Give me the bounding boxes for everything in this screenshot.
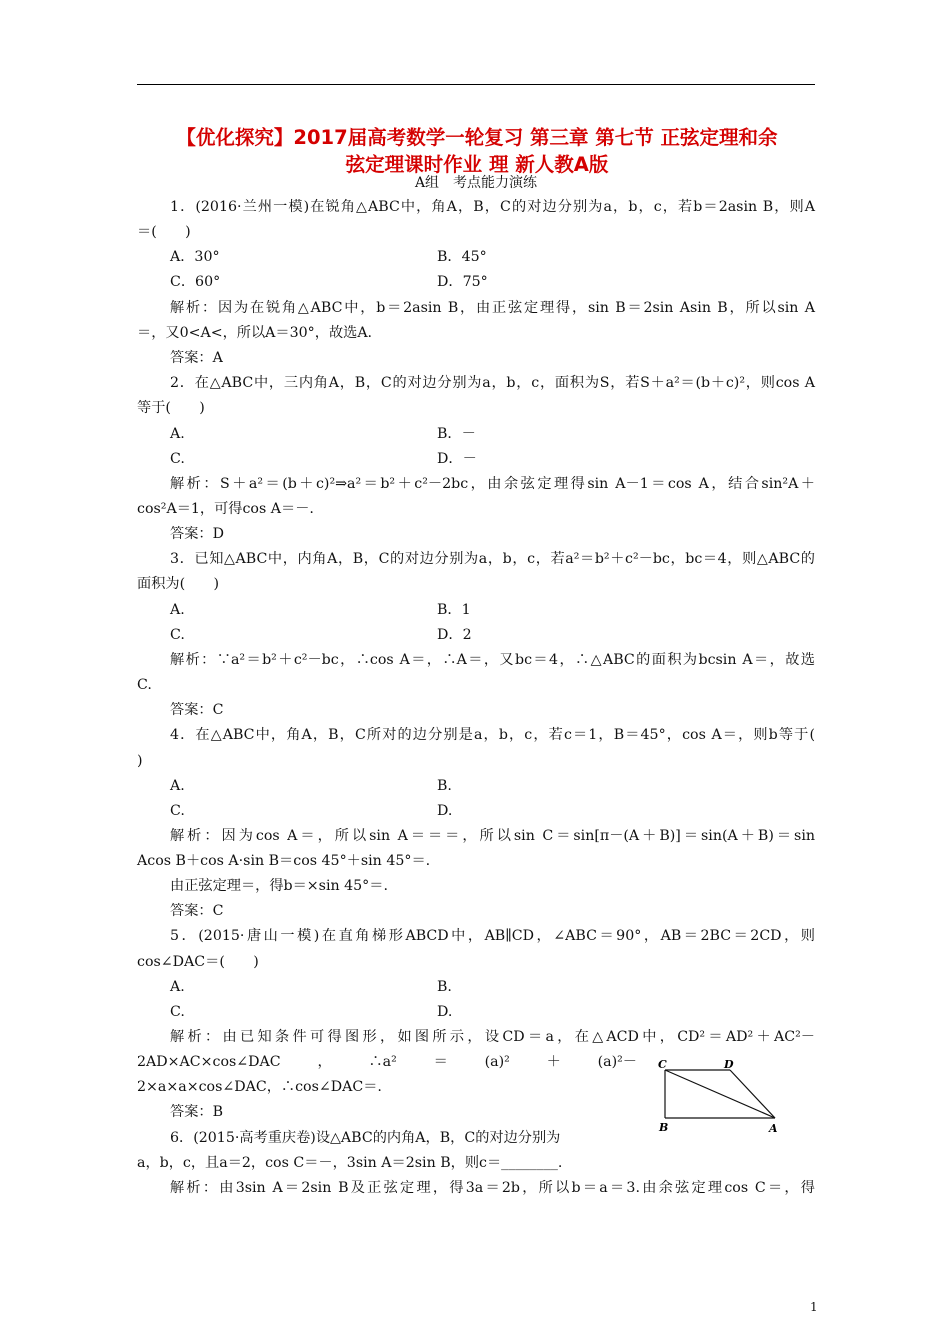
problem-6-stem: 6．(2015·高考重庆卷)设△ABC的内角A，B，C的对边分别为: [170, 1130, 561, 1146]
problem-3-stem-cont: 面积为( ): [137, 576, 220, 592]
problem-5-answer: 答案：B: [170, 1104, 223, 1120]
problem-4-solution: 解析：因为cos A＝，所以sin A＝＝＝，所以sin C＝sin[π－(A＋B)]＝sin(A＋B)＝sin: [170, 828, 815, 844]
problem-3-option-c: C.: [170, 627, 185, 643]
problem-5-solution-cont: 2AD×AC×cos∠DAC，∴a²＝(a)²＋(a)²－: [137, 1054, 637, 1070]
header-rule: [137, 84, 815, 85]
problem-2-option-a: A.: [170, 426, 185, 442]
problem-3-option-a: A.: [170, 602, 185, 618]
problem-5-option-d: D.: [437, 1004, 453, 1020]
problem-1-option-b: B．45°: [437, 249, 487, 265]
problem-5-option-c: C.: [170, 1004, 185, 1020]
title-line-2: 弦定理课时作业 理 新人教A版: [345, 153, 609, 176]
problem-5-solution: 解析：由已知条件可得图形，如图所示，设CD＝a，在△ACD中，CD²＝AD²＋AC²－: [170, 1029, 815, 1045]
problem-3-solution: 解析：∵a²＝b²＋c²－bc，∴cos A＝，∴A＝，又bc＝4，∴△ABC的面积为bcsin A＝，故选: [170, 652, 815, 668]
problem-5-option-a: A.: [170, 979, 185, 995]
problem-3-option-b: B．1: [437, 602, 471, 618]
problem-5-stem: 5．(2015·唐山一模)在直角梯形ABCD中，AB∥CD，∠ABC＝90°，AB＝2BC＝2CD，则: [170, 928, 815, 944]
document-title: [137, 124, 817, 178]
problem-1-option-c: C．60°: [170, 274, 221, 290]
problem-1-option-d: D．75°: [437, 274, 488, 290]
problem-4-option-c: C.: [170, 803, 185, 819]
vertex-label-c: C: [658, 1058, 667, 1071]
title-line-1: 【优化探究】2017届高考数学一轮复习 第三章 第七节 正弦定理和余: [176, 126, 778, 149]
problem-5-stem-cont: cos∠DAC＝( ): [137, 954, 259, 970]
problem-1-answer: 答案：A: [170, 350, 223, 366]
section-heading: A组 考点能力演练: [414, 175, 538, 191]
problem-4-option-a: A.: [170, 778, 185, 794]
problem-3-solution-cont: C.: [137, 677, 152, 693]
problem-1-stem: 1．(2016·兰州一模)在锐角△ABC中，角A，B，C的对边分别为a，b，c，若b＝2asin B，则A: [170, 199, 815, 215]
problem-6-stem-cont: a，b，c，且a＝2，cos C＝－，3sin A＝2sin B，则c＝________.: [137, 1155, 563, 1171]
problem-4-option-b: B.: [437, 778, 452, 794]
problem-4-stem-cont: ): [137, 753, 143, 769]
problem-5-option-b: B.: [437, 979, 452, 995]
problem-3-stem: 3．已知△ABC中，内角A，B，C的对边分别为a，b，c，若a²＝b²＋c²－bc，bc＝4，则△ABC的: [170, 551, 815, 567]
problem-2-option-c: C.: [170, 451, 185, 467]
problem-2-stem: 2．在△ABC中，三内角A，B，C的对边分别为a，b，c，面积为S，若S＋a²＝(b＋c)²，则cos A: [170, 375, 815, 391]
problem-2-solution: 解析：S＋a²＝(b＋c)²⇒a²＝b²＋c²－2bc，由余弦定理得sin A－1＝cos A，结合sin²A＋: [170, 476, 815, 492]
problem-4-solution-cont-2: 由正弦定理＝，得b＝×sin 45°＝.: [170, 878, 388, 894]
problem-1-option-a: A．30°: [170, 249, 220, 265]
problem-5-solution-cont-2: 2×a×a×cos∠DAC，∴cos∠DAC＝.: [137, 1079, 382, 1095]
vertex-label-d: D: [724, 1058, 734, 1071]
problem-4-solution-cont: Acos B＋cos A·sin B＝cos 45°＋sin 45°＝.: [137, 853, 431, 869]
problem-4-answer: 答案：C: [170, 903, 224, 919]
problem-2-solution-cont: cos²A＝1，可得cos A＝－.: [137, 501, 314, 517]
problem-1-solution: 解析：因为在锐角△ABC中，b＝2asin B，由正弦定理得，sin B＝2sin Asin B，所以sin A: [170, 300, 815, 316]
problem-2-stem-cont: 等于( ): [137, 400, 205, 416]
problem-4-option-d: D.: [437, 803, 453, 819]
problem-1-stem-cont: ＝( ): [137, 224, 191, 240]
diagonal-ca: [665, 1070, 775, 1118]
problem-1-solution-cont: ＝，又0<A<，所以A＝30°，故选A.: [137, 325, 373, 341]
problem-4-stem: 4．在△ABC中，角A，B，C所对的边分别是a，b，c，若c＝1，B＝45°，cos A＝，则b等于(: [170, 727, 815, 743]
edge-da: [730, 1070, 775, 1118]
problem-2-option-b: B．－: [437, 426, 476, 442]
problem-2-answer: 答案：D: [170, 526, 224, 542]
problem-3-option-d: D．2: [437, 627, 472, 643]
problem-6-solution: 解析：由3sin A＝2sin B及正弦定理，得3a＝2b，所以b＝a＝3.由余弦定理cos C＝，得: [170, 1180, 815, 1196]
trapezoid-figure: [655, 1055, 785, 1140]
vertex-label-a: A: [769, 1122, 778, 1135]
vertex-label-b: B: [659, 1121, 669, 1134]
problem-3-answer: 答案：C: [170, 702, 224, 718]
page-number: 1: [810, 1300, 818, 1314]
problem-2-option-d: D．－: [437, 451, 477, 467]
